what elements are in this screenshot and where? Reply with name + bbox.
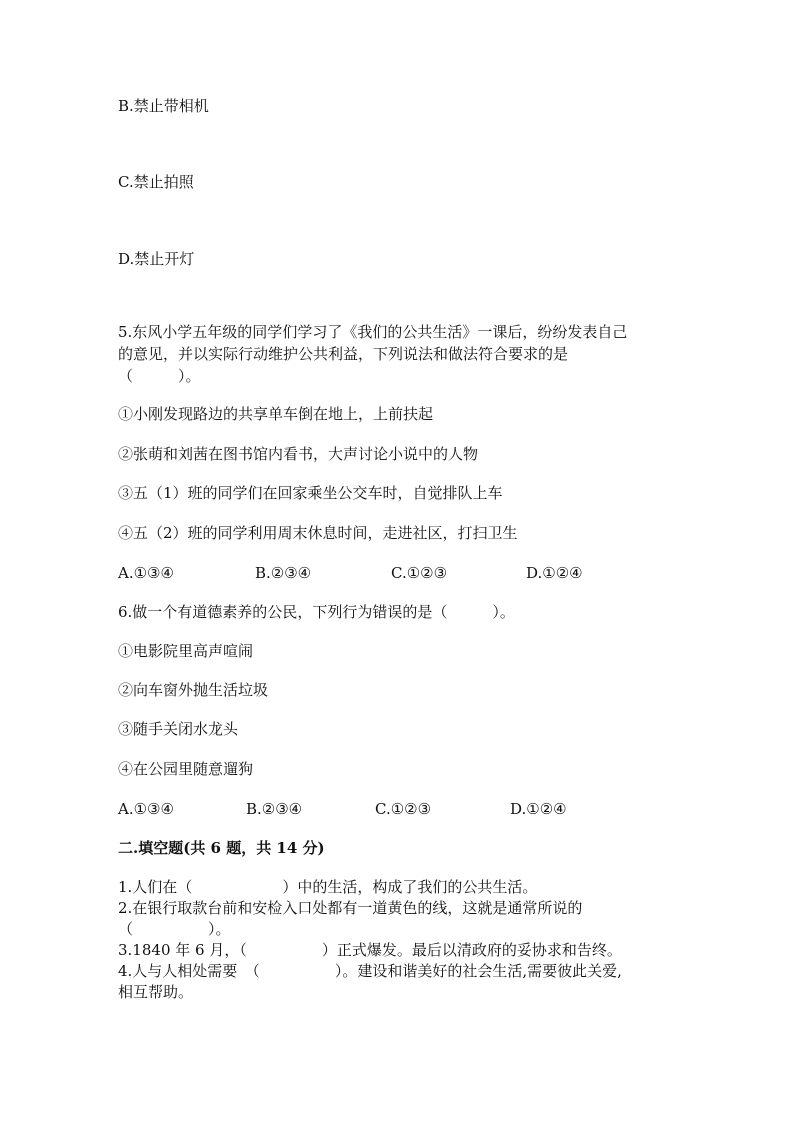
q6-stem: 6.做一个有道德素养的公民，下列行为错误的是（ ）。	[118, 603, 515, 621]
q5-statement-1: ①小刚发现路边的共享单车倒在地上，上前扶起	[118, 405, 434, 423]
q5-stem-line-2: 的意见，并以实际行动维护公共利益，下列说法和做法符合要求的是	[118, 345, 569, 363]
fill-q4-line-2: 相互帮助。	[118, 983, 194, 1001]
q4-option-b: B.禁止带相机	[118, 97, 209, 115]
q5-option-d: D.①②④	[526, 564, 583, 582]
q6-statement-2: ②向车窗外抛生活垃圾	[118, 681, 269, 699]
q6-option-b: B.②③④	[246, 800, 303, 818]
q4-option-c: C.禁止拍照	[118, 173, 194, 191]
fill-q3: 3.1840 年 6 月，（ ）正式爆发。最后以清政府的妥协求和告终。	[118, 941, 622, 959]
q5-statement-2: ②张萌和刘茜在图书馆内看书，大声讨论小说中的人物	[118, 445, 479, 463]
fill-q4-line-1: 4.人与人相处需要 （ ）。建设和谐美好的社会生活,需要彼此关爱,	[118, 962, 622, 980]
q5-statement-3: ③五（1）班的同学们在回家乘坐公交车时，自觉排队上车	[118, 484, 503, 502]
q5-stem-line-1: 5.东风小学五年级的同学们学习了《我们的公共生活》一课后，纷纷发表自己	[118, 323, 628, 341]
q6-statement-1: ①电影院里高声喧闹	[118, 642, 254, 660]
q6-option-a: A.①③④	[118, 800, 174, 818]
q5-option-c: C.①②③	[391, 564, 448, 582]
q4-option-d: D.禁止开灯	[118, 250, 195, 268]
q5-statement-4: ④五（2）班的同学利用周末休息时间，走进社区，打扫卫生	[118, 524, 518, 542]
q5-option-b: B.②③④	[255, 564, 312, 582]
q5-options	[118, 563, 678, 583]
q5-stem-line-3: （ ）。	[118, 367, 201, 385]
q6-statement-4: ④在公园里随意遛狗	[118, 760, 254, 778]
q6-option-d: D.①②④	[510, 800, 567, 818]
fill-q2-line-2: （ ）。	[118, 920, 231, 938]
section-2-title: 二.填空题(共 6 题，共 14 分)	[118, 839, 325, 857]
q6-option-c: C.①②③	[375, 800, 432, 818]
q6-statement-3: ③随手关闭水龙头	[118, 720, 239, 738]
q5-option-a: A.①③④	[118, 564, 174, 582]
fill-q2-line-1: 2.在银行取款台前和安检入口处都有一道黄色的线，这就是通常所说的	[118, 899, 583, 917]
q6-options	[118, 799, 678, 819]
fill-q1: 1.人们在（ ）中的生活，构成了我们的公共生活。	[118, 878, 538, 896]
